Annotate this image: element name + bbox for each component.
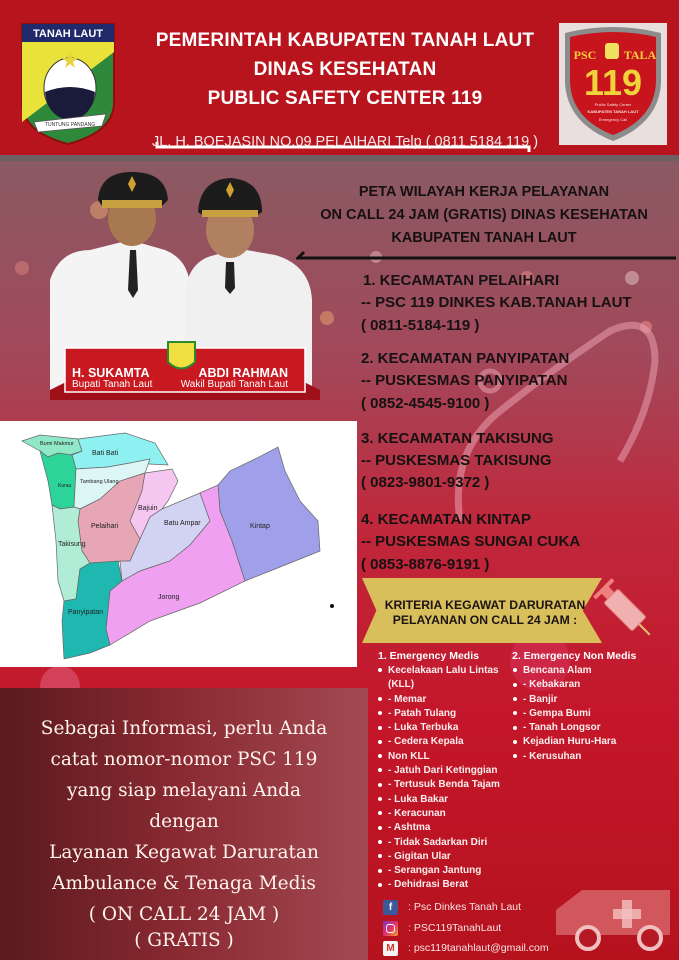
criteria-medis-item: - Tidak Sadarkan Diri <box>378 836 500 850</box>
svg-text:Batu Ampar: Batu Ampar <box>164 520 201 527</box>
criteria-non-medis-heading: 2. Emergency Non Medis <box>512 650 637 662</box>
info-line-6: Ambulance & Tenaga Medis <box>52 873 316 894</box>
criteria-medis-heading: 1. Emergency Medis <box>378 650 479 662</box>
criteria-medis-item: - Tertusuk Benda Tajam <box>378 778 500 792</box>
svg-text:Public Safety Center: Public Safety Center <box>594 102 632 107</box>
criteria-medis-item: - Dehidrasi Berat <box>378 878 500 892</box>
criteria-medis-item: - Cedera Kepala <box>378 735 500 749</box>
official-1-role: Bupati Tanah Laut <box>72 379 153 390</box>
instagram-handle[interactable]: : PSC119TanahLaut <box>408 922 502 934</box>
criteria-medis-item: - Gigitan Ular <box>378 850 500 864</box>
criteria-non-medis-list <box>513 664 616 764</box>
email-address[interactable]: : psc119tanahlaut@gmail.com <box>408 942 549 954</box>
svg-text:Takisung: Takisung <box>58 541 86 548</box>
criteria-non-medis-item: - Kebakaran <box>513 678 616 692</box>
svg-text:Kurau: Kurau <box>58 483 72 489</box>
tanah-laut-district-map <box>0 421 357 667</box>
ambulance-icon <box>552 880 677 952</box>
svg-text:Panyipatan: Panyipatan <box>68 609 104 616</box>
official-2-name: ABDI RAHMAN <box>198 366 288 380</box>
kecamatan-2-title: 2. KECAMATAN PANYIPATAN <box>361 350 570 367</box>
kecamatan-2-phone: ( 0852-4545-9100 ) <box>361 395 490 412</box>
kecamatan-3-facility: -- PUSKESMAS TAKISUNG <box>361 452 552 469</box>
criteria-title-line1: KRITERIA KEGAWAT DARURATAN <box>384 598 586 612</box>
svg-text:Bumi Makmur: Bumi Makmur <box>40 441 74 447</box>
kecamatan-3-phone: ( 0823-9801-9372 ) <box>361 474 490 491</box>
info-line-1: Sebagai Informasi, perlu Anda <box>40 718 328 739</box>
syringe-icon <box>590 575 660 645</box>
kecamatan-3-title: 3. KECAMATAN TAKISUNG <box>361 430 554 447</box>
header-title-line2: DINAS KESEHATAN <box>253 59 437 80</box>
svg-text:TANAH LAUT: TANAH LAUT <box>32 28 104 40</box>
criteria-medis-list <box>378 664 500 893</box>
criteria-medis-item: - Memar <box>378 693 500 707</box>
criteria-non-medis-item: - Gempa Bumi <box>513 707 616 721</box>
criteria-medis-item: - Luka Bakar <box>378 793 500 807</box>
kecamatan-4-facility: -- PUSKESMAS SUNGAI CUKA <box>361 533 581 550</box>
svg-text:Pelaihari: Pelaihari <box>91 523 119 530</box>
map-title-line2: ON CALL 24 JAM (GRATIS) DINAS KESEHATAN <box>320 207 648 223</box>
address-phone: JL. H. BOEJASIN NO.09 PELAIHARI Telp ( 0811 5184 119 ) <box>151 134 539 150</box>
info-line-8: ( GRATIS ) <box>134 930 234 951</box>
criteria-non-medis-item: - Tanah Longsor <box>513 721 616 735</box>
official-2-role: Wakil Bupati Tanah Laut <box>180 379 288 390</box>
kecamatan-4-phone: ( 0853-8876-9191 ) <box>361 556 490 573</box>
svg-text:Bajuin: Bajuin <box>138 505 158 512</box>
svg-text:PSC: PSC <box>573 48 597 62</box>
criteria-medis-item: - Keracunan <box>378 807 500 821</box>
criteria-medis-item: - Patah Tulang <box>378 707 500 721</box>
criteria-medis-item: Non KLL <box>378 750 500 764</box>
criteria-non-medis-item: - Kerusuhan <box>513 750 616 764</box>
facebook-handle[interactable]: : Psc Dinkes Tanah Laut <box>408 901 522 913</box>
facebook-icon: f <box>383 900 398 915</box>
info-line-2: catat nomor-nomor PSC 119 <box>50 749 318 770</box>
criteria-medis-item: - Serangan Jantung <box>378 864 500 878</box>
criteria-non-medis-item: Kejadian Huru-Hara <box>513 735 616 749</box>
kecamatan-1-phone: ( 0811-5184-119 ) <box>361 317 480 334</box>
svg-text:Bati Bati: Bati Bati <box>92 450 119 457</box>
info-line-5: Layanan Kegawat Daruratan <box>49 842 319 863</box>
criteria-title-line2: PELAYANAN ON CALL 24 JAM : <box>392 613 578 627</box>
criteria-medis-item: (KLL) <box>388 679 415 691</box>
criteria-medis-item: - Jatuh Dari Ketinggian <box>378 764 500 778</box>
svg-text:119: 119 <box>583 62 643 103</box>
svg-text:Jorong: Jorong <box>158 594 180 601</box>
criteria-non-medis-item: - Banjir <box>513 693 616 707</box>
kecamatan-2-facility: -- PUSKESMAS PANYIPATAN <box>361 372 568 389</box>
gmail-icon: M <box>383 941 398 956</box>
svg-text:Kintap: Kintap <box>250 523 270 530</box>
psc-119-logo <box>559 23 667 145</box>
region-kurau <box>40 451 76 509</box>
info-line-7: ( ON CALL 24 JAM ) <box>88 904 280 925</box>
header-title-line1: PEMERINTAH KABUPATEN TANAH LAUT <box>155 30 535 51</box>
criteria-non-medis-item: Bencana Alam <box>513 664 616 678</box>
svg-text:Emergency Call: Emergency Call <box>598 117 628 122</box>
tanah-laut-crest-logo <box>20 22 116 146</box>
region-bati-bati <box>72 433 168 469</box>
svg-text:TUNTUNG PANDANG: TUNTUNG PANDANG <box>44 122 96 128</box>
official-1-name: H. SUKAMTA <box>72 366 150 380</box>
map-title-arrow <box>296 250 679 262</box>
svg-text:TALA: TALA <box>623 48 657 62</box>
header-title-line3: PUBLIC SAFETY CENTER 119 <box>207 88 483 109</box>
kecamatan-4-title: 4. KECAMATAN KINTAP <box>361 511 531 528</box>
criteria-medis-item: Kecelakaan Lalu Lintas <box>378 664 500 678</box>
svg-text:KABUPATEN TANAH LAUT: KABUPATEN TANAH LAUT <box>587 109 639 114</box>
map-title-line1: PETA WILAYAH KERJA PELAYANAN <box>358 184 610 200</box>
kecamatan-1-title: 1. KECAMATAN PELAIHARI <box>363 272 560 289</box>
criteria-medis-item: - Ashtma <box>378 821 500 835</box>
instagram-icon <box>383 921 398 936</box>
kecamatan-1-facility: -- PSC 119 DINKES KAB.TANAH LAUT <box>361 294 632 311</box>
map-title-line3: KABUPATEN TANAH LAUT <box>391 230 577 246</box>
info-line-3: yang siap melayani Anda <box>66 780 302 801</box>
svg-text:Tambang Ulang: Tambang Ulang <box>80 479 119 485</box>
criteria-medis-item: - Luka Terbuka <box>378 721 500 735</box>
info-line-4: dengan <box>149 811 219 832</box>
